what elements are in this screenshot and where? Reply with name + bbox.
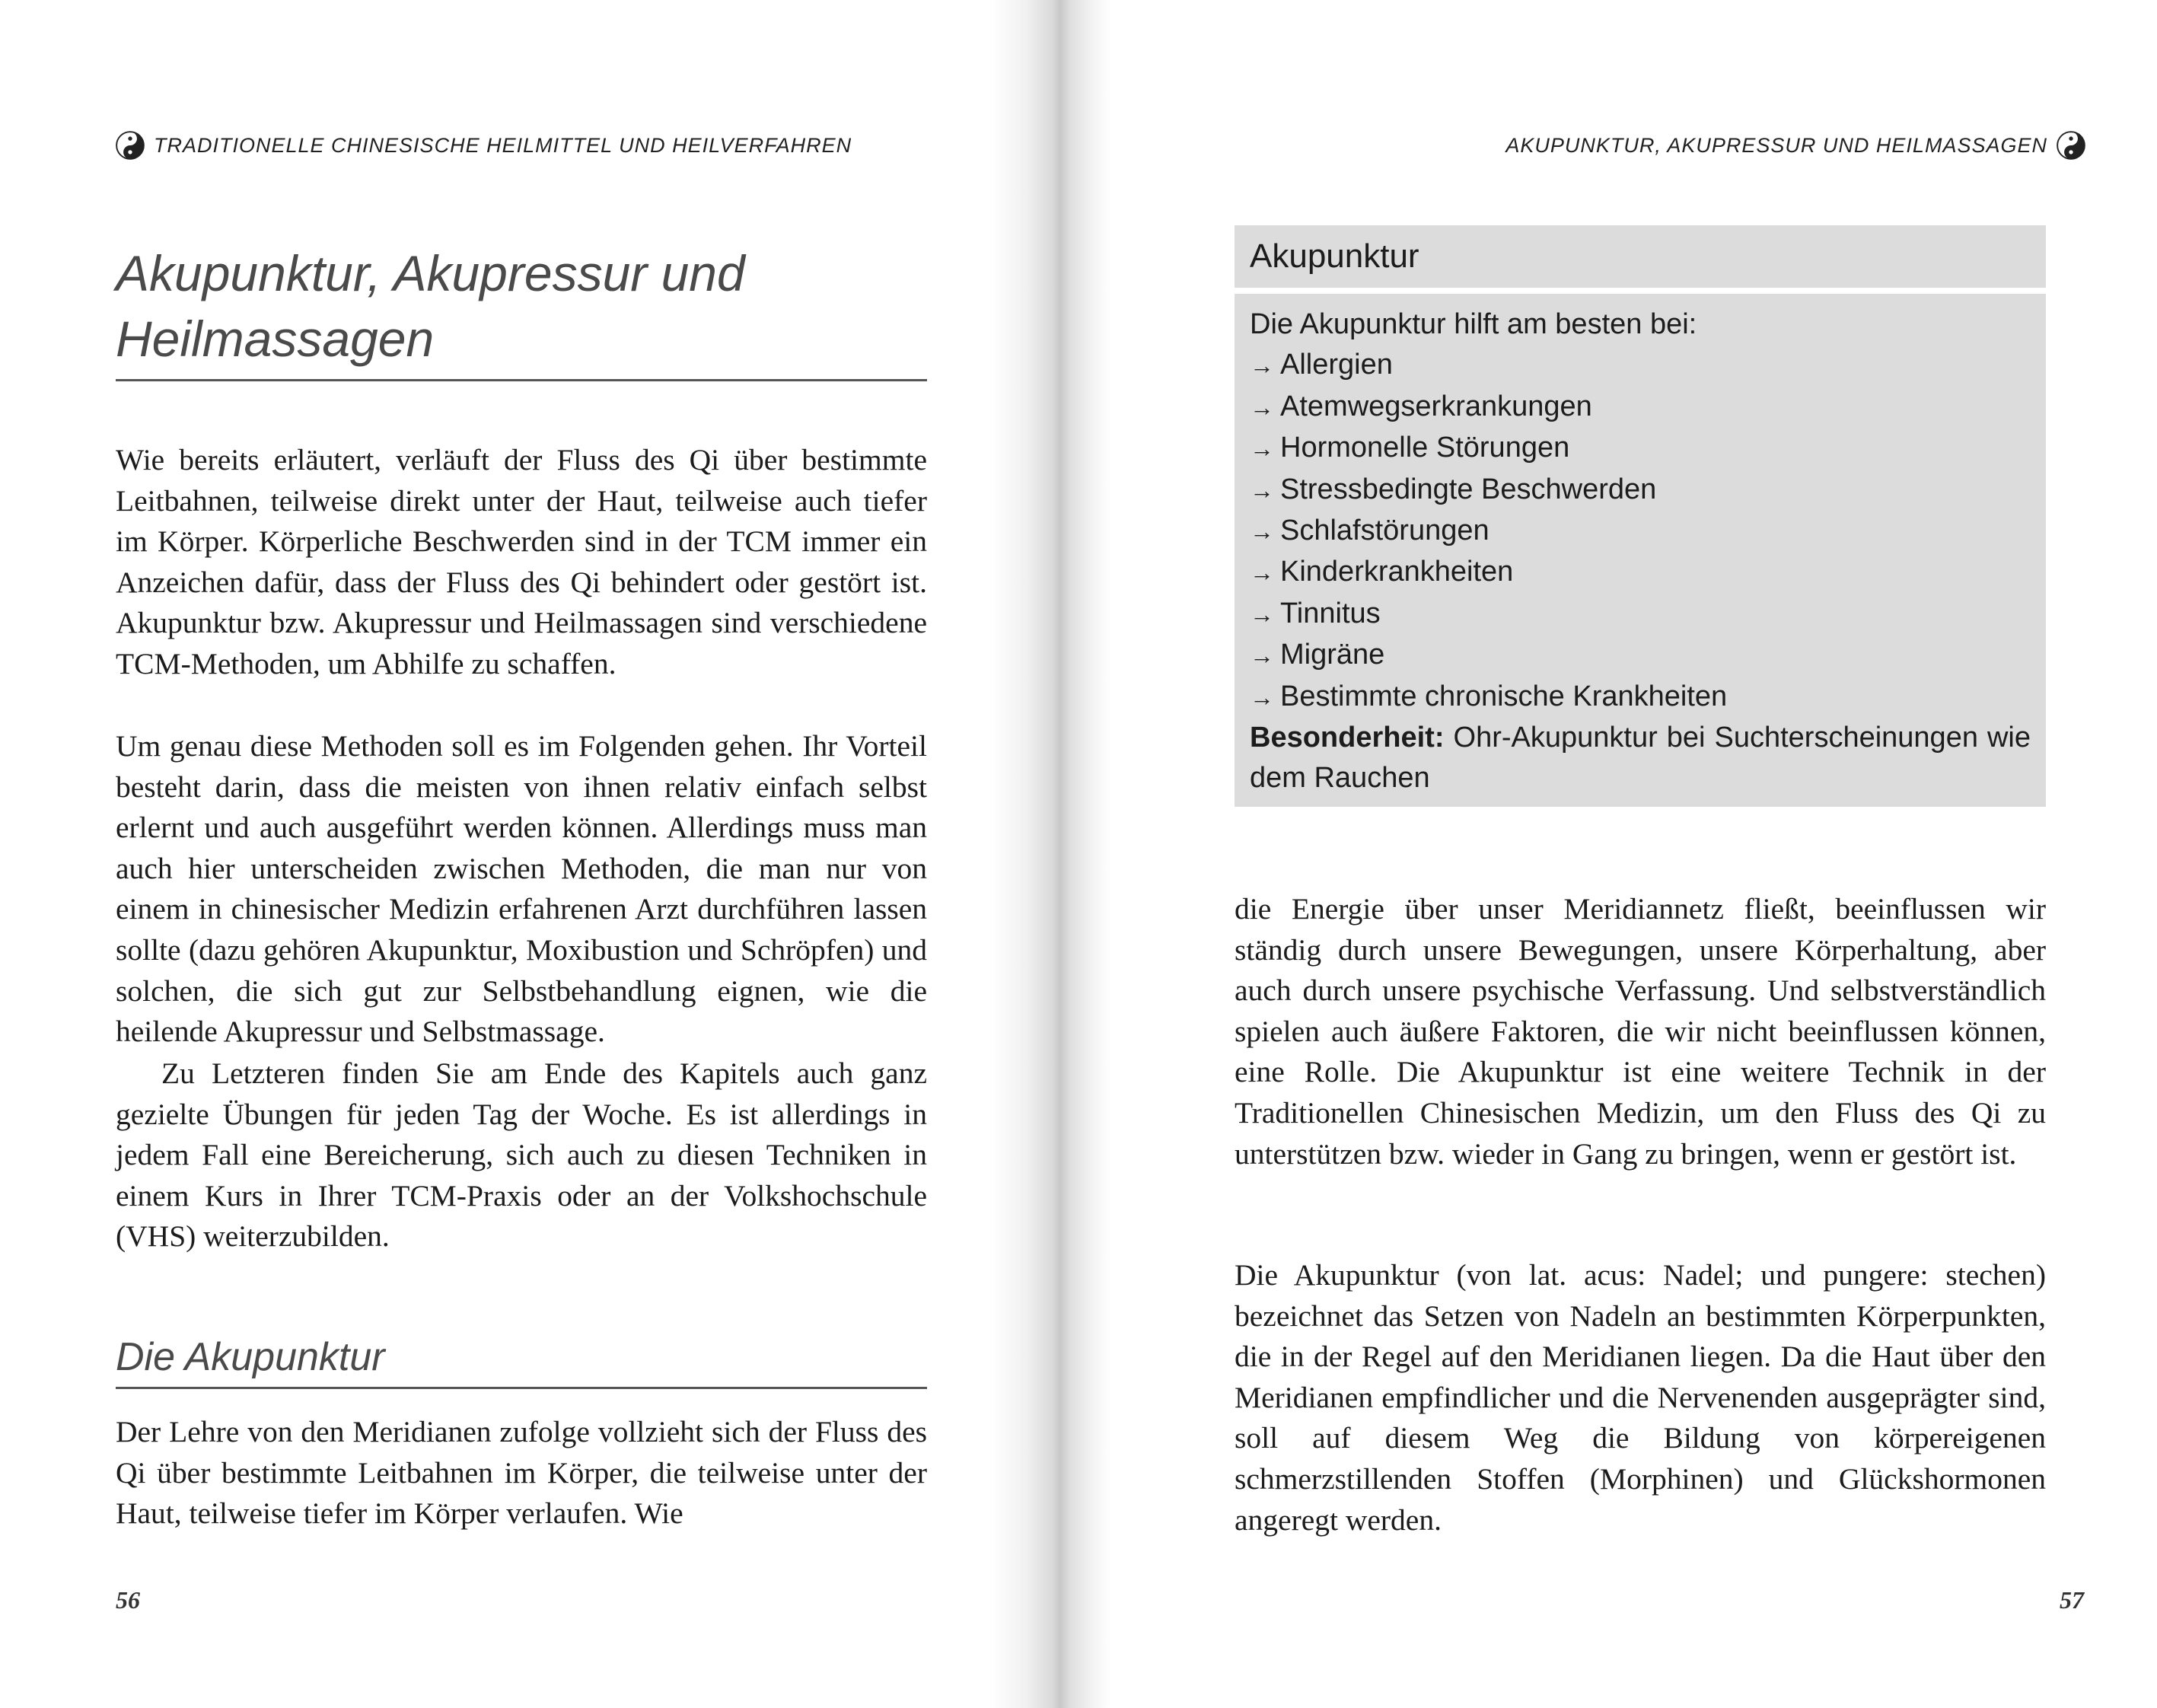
list-item-label: Atemwegserkrankungen <box>1280 390 1592 422</box>
body-paragraph-1: die Energie über unser Meridiannetz fließt, beeinflussen wir ständig durch unsere Bewegungen, unsere Körperhaltung, aber auch durch unsere psychische Verfassung. Und selbstverständlich spielen auch äußere Faktoren, die wir nicht beeinflussen können, eine Rolle. Die Akupunktur ist eine weitere Technik in der Traditionellen Chinesischen Medizin, um den Fluss des Qi zu unterstützen bzw. wieder in Gang zu bringen, wenn er gestört ist. <box>1235 892 2046 1171</box>
arrow-right-icon: → <box>1250 559 1274 587</box>
info-box-title: Akupunktur <box>1235 225 2046 288</box>
list-item-label: Stressbedingte Beschwerden <box>1280 473 1657 505</box>
arrow-right-icon: → <box>1250 518 1274 546</box>
intro-paragraph-3: Zu Letzteren finden Sie am Ende des Kapitels auch ganz gezielte Übungen für jeden Tag der Woche. Es ist allerdings in jedem Fall eine Bereicherung, sich auch zu diesen Techniken in einem Kurs in Ihrer TCM-Praxis oder an der Volkshochschule (VHS) weiterzubilden. <box>116 1056 927 1254</box>
arrow-right-icon: → <box>1250 600 1274 628</box>
list-item-label: Allergien <box>1280 349 1393 381</box>
chapter-title: Akupunktur, Akupressur und Heilmassagen <box>116 241 927 381</box>
arrow-right-icon: → <box>1250 435 1274 463</box>
info-box <box>1235 294 2046 807</box>
page-number: 57 <box>2060 1586 2084 1614</box>
list-item <box>1250 677 2031 718</box>
yin-yang-icon <box>116 131 145 160</box>
section-title: Die Akupunktur <box>116 1330 927 1389</box>
running-head-text: AKUPUNKTUR, AKUPRESSUR UND HEILMASSAGEN <box>1505 133 2047 157</box>
list-item <box>1250 594 2031 635</box>
running-head-text: TRADITIONELLE CHINESISCHE HEILMITTEL UND HEILVERFAHREN <box>154 133 852 157</box>
section-paragraph: Der Lehre von den Meridianen zufolge vollzieht sich der Fluss des Qi über bestimmte Leitbahnen im Körper, die teilweise unter der Haut, teilweise tiefer im Körper verlaufen. Wie <box>116 1415 927 1531</box>
list-item-label: Tinnitus <box>1280 597 1381 629</box>
list-item <box>1250 470 2031 511</box>
yin-yang-icon <box>2057 131 2085 160</box>
list-item-label: Schlafstörungen <box>1280 515 1490 547</box>
list-item <box>1250 552 2031 593</box>
list-item-label: Bestimmte chronische Krankheiten <box>1280 680 1728 712</box>
arrow-right-icon: → <box>1250 642 1274 670</box>
right-running-head <box>1505 131 2085 160</box>
arrow-right-icon: → <box>1250 393 1274 421</box>
list-item <box>1250 345 2031 386</box>
note-label: Besonderheit: <box>1250 722 1445 754</box>
list-item-label: Migräne <box>1280 639 1385 671</box>
intro-paragraph-2: Um genau diese Methoden soll es im Folgenden gehen. Ihr Vorteil besteht darin, dass die meisten von ihnen relativ einfach selbst erlernt und auch ausgeführt werden können. Allerdings muss man auch hier unterscheiden zwischen Methoden, die man nur von einem in chinesischer Medizin erfahrenen Arzt durchführen lassen sollte (dazu gehören Akupunktur, Moxibustion und Schröpfen) und solchen, die sich gut zur Selbstbehandlung eignen, wie die heilende Akupressur und Selbstmassage. <box>116 729 927 1049</box>
list-item <box>1250 635 2031 676</box>
list-item <box>1250 511 2031 552</box>
arrow-right-icon: → <box>1250 352 1274 380</box>
left-page <box>0 0 1066 1708</box>
body-paragraph-2: Die Akupunktur (von lat. acus: Nadel; und pungere: stechen) bezeichnet das Setzen von Nadeln an bestimmten Körperpunkten, die in der Regel auf den Meridianen liegen. Da die Haut über den Meridianen empfindlicher und die Nervenenden ausgeprägter sind, soll auf diesem Weg die Bildung von körpereigenen schmerzstillenden Stoffen (Morphinen) und Glückshormonen angeregt werden. <box>1235 1258 2046 1537</box>
info-box-list <box>1250 345 2031 718</box>
info-box-note <box>1250 718 2031 799</box>
list-item-label: Hormonelle Störungen <box>1280 432 1570 464</box>
list-item <box>1250 387 2031 428</box>
arrow-right-icon: → <box>1250 683 1274 711</box>
list-item <box>1250 428 2031 469</box>
page-number: 56 <box>116 1586 140 1614</box>
list-item-label: Kinderkrankheiten <box>1280 556 1514 588</box>
intro-paragraph-1: Wie bereits erläutert, verläuft der Fluss des Qi über bestimmte Leitbahnen, teilweise direkt unter der Haut, teilweise auch tiefer im Körper. Körperliche Beschwerden sind in der TCM immer ein Anzeichen dafür, dass der Fluss des Qi behindert oder gestört ist. Akupunktur bzw. Akupressur und Heilmassagen sind verschiedene TCM-Methoden, um Abhilfe zu schaffen. <box>116 443 927 680</box>
arrow-right-icon: → <box>1250 476 1274 504</box>
left-running-head <box>116 131 852 160</box>
right-page <box>1081 0 2157 1708</box>
info-box-intro: Die Akupunktur hilft am besten bei: <box>1250 308 1697 340</box>
note-text: Ohr-Akupunktur bei Suchterscheinungen wie dem Rauchen <box>1250 722 2031 795</box>
